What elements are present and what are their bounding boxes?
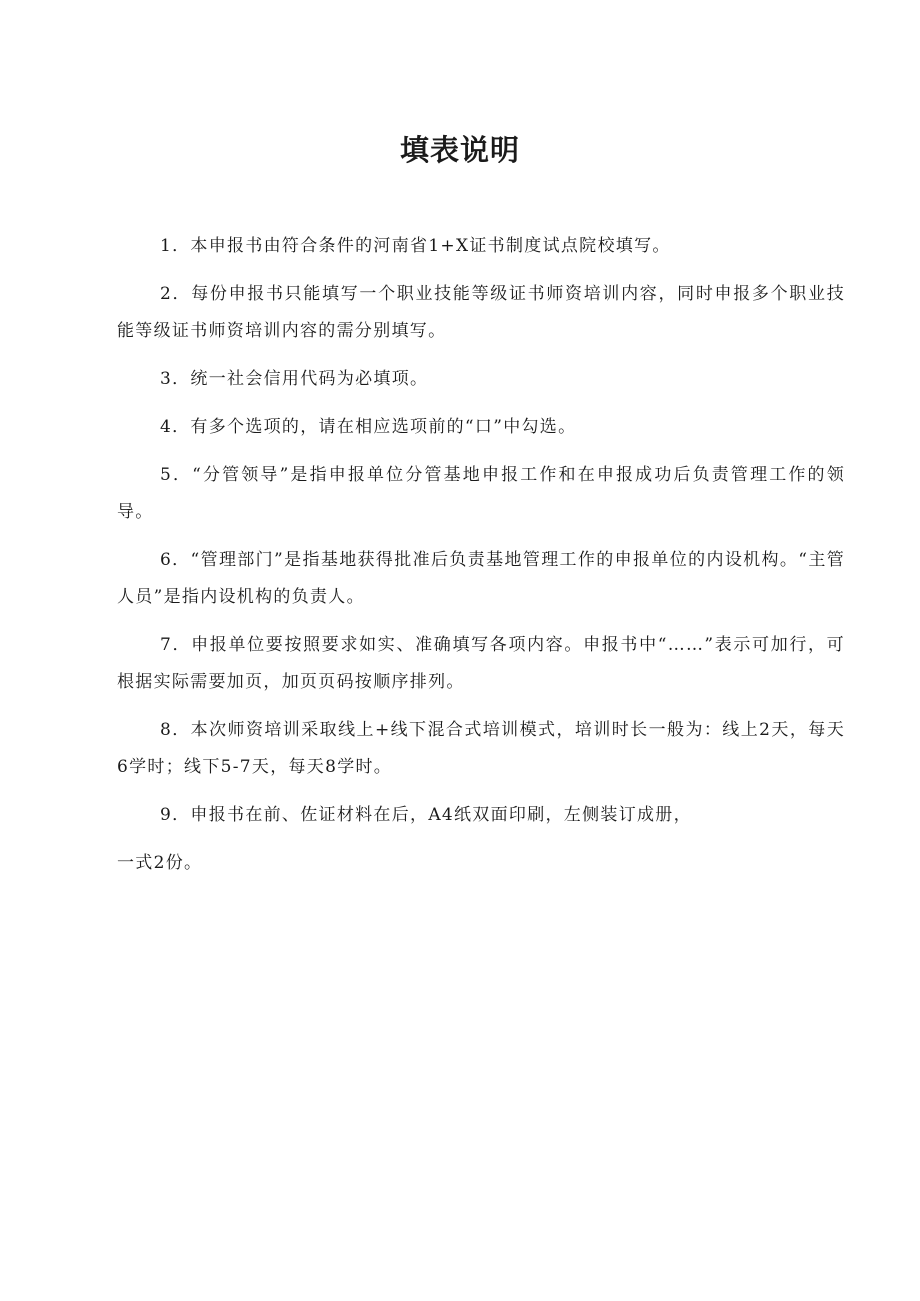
page-title: 填表说明 [399, 133, 520, 167]
instructions-list [117, 228, 845, 882]
instruction-item-9-line-1: 9．申报书在前、佐证材料在后，A4纸双面印刷，左侧装订成册， [160, 805, 692, 825]
instruction-item-1: 1．本申报书由符合条件的河南省1+X证书制度试点院校填写。 [160, 236, 671, 256]
line-gap [117, 834, 845, 845]
instruction-item-7: 7．申报单位要按照要求如实、准确填写各项内容。申报书中“……”表示可加行，可根据实际需要加页，加页页码按顺序排列。 [117, 635, 845, 692]
instruction-item-4: 4．有多个选项的，请在相应选项前的“口”中勾选。 [160, 417, 577, 437]
instruction-item-3: 3．统一社会信用代码为必填项。 [160, 369, 429, 389]
instruction-item-6: 6．“管理部门”是指基地获得批准后负责基地管理工作的申报单位的内设机构。“主管人员”是指内设机构的负责人。 [117, 550, 845, 607]
instruction-item-9-line-2: 一式2份。 [117, 853, 203, 873]
instruction-item-2: 2．每份申报书只能填写一个职业技能等级证书师资培训内容，同时申报多个职业技能等级证书师资培训内容的需分别填写。 [117, 284, 845, 341]
instruction-item-5: 5．“分管领导”是指申报单位分管基地申报工作和在申报成功后负责管理工作的领导。 [117, 465, 845, 522]
instruction-item-8: 8．本次师资培训采取线上+线下混合式培训模式，培训时长一般为：线上2天，每天6学时；线下5-7天，每天8学时。 [117, 720, 845, 777]
